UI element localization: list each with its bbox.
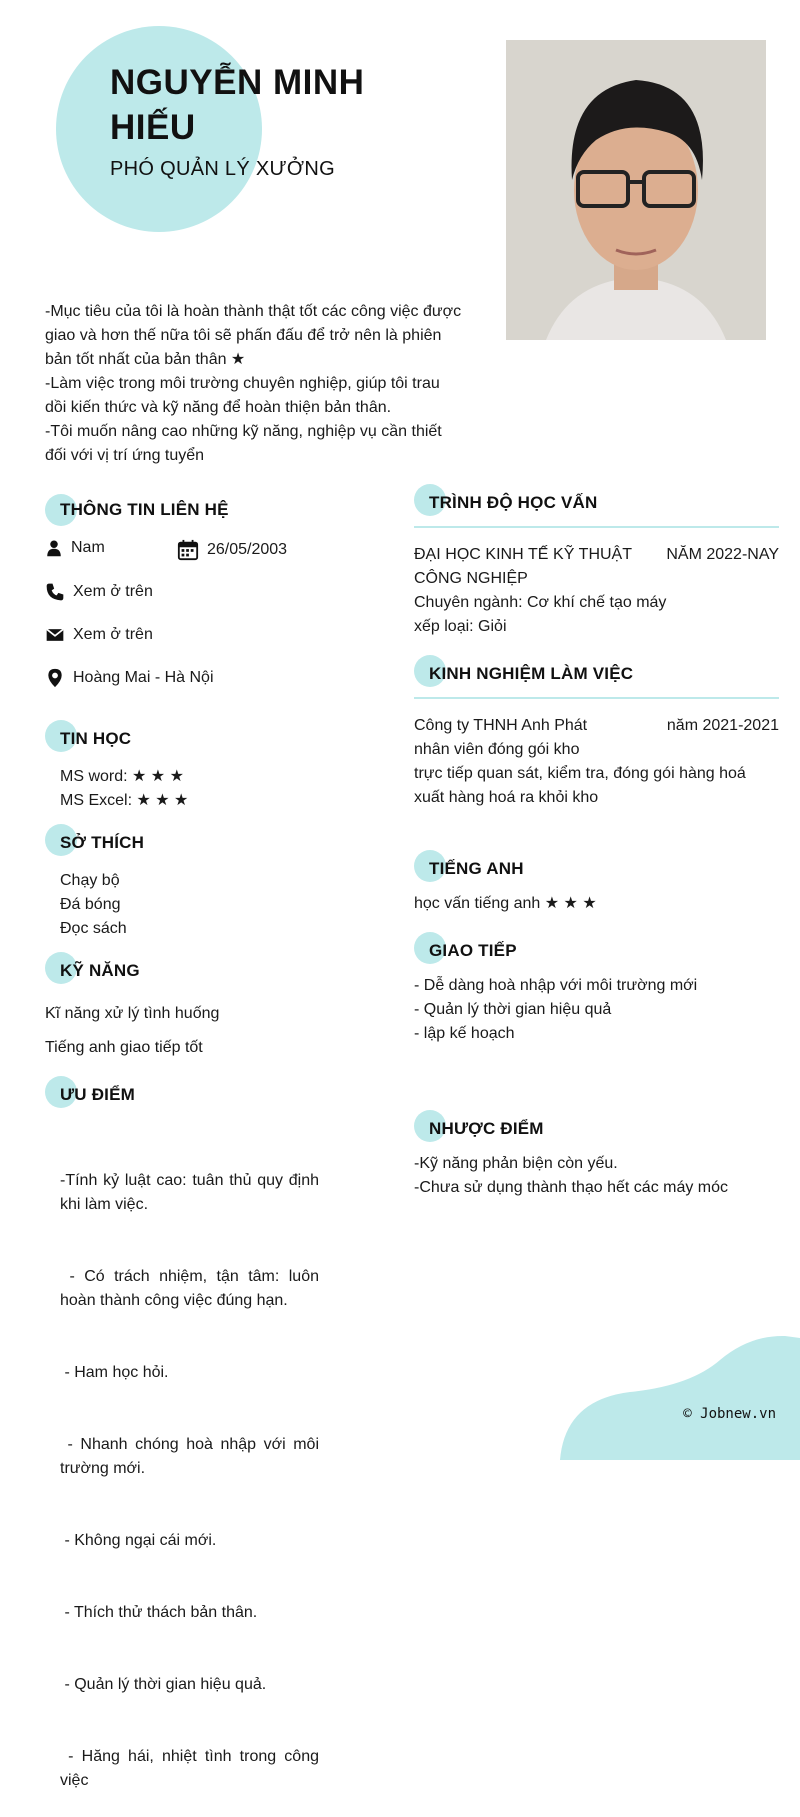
birthday-row — [177, 539, 287, 561]
experience-period: năm 2021-2021 — [666, 717, 779, 734]
education-rank: xếp loại: Giỏi — [414, 618, 507, 635]
phone-value: Xem ở trên — [73, 583, 153, 600]
strengths-list — [60, 1121, 324, 1817]
contact-section-title: THÔNG TIN LIÊN HỆ — [60, 500, 229, 519]
mail-icon — [45, 625, 65, 645]
list-item: -Kỹ năng phản biện còn yếu. — [414, 1155, 618, 1172]
list-item: - Thích thử thách bản thân. — [60, 1604, 258, 1621]
experience-position: nhân viên đóng gói kho — [414, 741, 580, 758]
objective-line: -Mục tiêu của tôi là hoàn thành thật tốt các công việc được giao và hơn thế nữa tôi sẽ phấn đấu để trở nên là phiên bản tốt nhất của bản thân ★ — [45, 303, 462, 368]
education-period: NĂM 2022-NAY — [666, 546, 779, 563]
portrait-illustration — [506, 40, 766, 340]
list-item: Tiếng anh giao tiếp tốt — [45, 1039, 203, 1056]
education-entry — [414, 543, 779, 639]
email-value: Xem ở trên — [73, 626, 153, 643]
list-item: - Dễ dàng hoà nhập với môi trường mới — [414, 977, 698, 994]
experience-section-title: KINH NGHIỆM LÀM VIỆC — [429, 664, 634, 683]
education-major: Chuyên ngành: Cơ khí chế tạo máy — [414, 594, 667, 611]
birthday-value: 26/05/2003 — [207, 541, 288, 558]
profile-photo — [506, 40, 766, 340]
list-item: MS word: ★ ★ ★ — [60, 768, 184, 785]
experience-entry — [414, 714, 779, 810]
communication-section-title: GIAO TIẾP — [429, 941, 517, 960]
strengths-section-title: ƯU ĐIỂM — [60, 1085, 136, 1104]
experience-duty: xuất hàng hoá ra khỏi kho — [414, 789, 599, 806]
list-item: -Chưa sử dụng thành thạo hết các máy móc — [414, 1179, 729, 1196]
list-item: - Quản lý thời gian hiệu quả — [414, 1001, 612, 1018]
calendar-icon — [177, 539, 199, 561]
objective-line: -Tôi muốn nâng cao những kỹ năng, nghiệp vụ cần thiết đối với vị trí ứng tuyển — [45, 423, 442, 464]
education-section-title: TRÌNH ĐỘ HỌC VẤN — [429, 493, 598, 512]
section-divider — [414, 526, 779, 528]
hobbies-list — [60, 869, 127, 941]
phone-icon — [45, 582, 65, 602]
list-item: - Quản lý thời gian hiệu quả. — [60, 1676, 267, 1693]
person-icon — [45, 539, 63, 557]
footer-decor-blob — [560, 1330, 800, 1460]
list-item: Đá bóng — [60, 896, 121, 913]
list-item: Đọc sách — [60, 920, 127, 937]
section-divider — [414, 697, 779, 699]
gender-row — [45, 539, 105, 557]
list-item: Chạy bộ — [60, 872, 120, 889]
english-section-title: TIẾNG ANH — [429, 859, 524, 878]
objective-line: -Làm việc trong môi trường chuyên nghiệp, giúp tôi trau dồi kiến thức và kỹ năng để hoàn thiện bản thân. — [45, 375, 440, 416]
list-item: - lập kế hoạch — [414, 1025, 515, 1042]
location-pin-icon — [45, 668, 65, 688]
list-item: - Ham học hỏi. — [60, 1364, 169, 1381]
skills-section-title: KỸ NĂNG — [60, 961, 140, 980]
list-item: -Tính kỷ luật cao: tuân thủ quy định khi làm việc. — [60, 1172, 324, 1213]
weaknesses-list — [414, 1152, 728, 1200]
list-item: Kĩ năng xử lý tình huống — [45, 1005, 220, 1022]
computer-skill-list — [60, 765, 188, 813]
footer-credit: © Jobnew.vn — [683, 1406, 776, 1422]
communication-list — [414, 974, 697, 1046]
skills-list — [45, 997, 219, 1065]
school-name: ĐẠI HỌC KINH TẾ KỸ THUẬT CÔNG NGHIỆP — [414, 546, 632, 587]
company-name: Công ty THNH Anh Phát — [414, 717, 588, 734]
phone-row — [45, 582, 153, 602]
list-item: - Có trách nhiệm, tận tâm: luôn hoàn thành công việc đúng hạn. — [60, 1268, 324, 1309]
candidate-name: NGUYỄN MINH HIẾU — [110, 63, 365, 147]
address-row — [45, 668, 214, 688]
english-level: học vấn tiếng anh ★ ★ ★ — [414, 895, 597, 912]
experience-duty: trực tiếp quan sát, kiểm tra, đóng gói hàng hoá — [414, 765, 746, 782]
computer-section-title: TIN HỌC — [60, 729, 132, 748]
address-value: Hoàng Mai - Hà Nội — [73, 669, 214, 686]
email-row — [45, 625, 153, 645]
list-item: - Nhanh chóng hoà nhập với môi trường mới. — [60, 1436, 324, 1477]
weaknesses-section-title: NHƯỢC ĐIỂM — [429, 1119, 544, 1138]
list-item: - Không ngại cái mới. — [60, 1532, 217, 1549]
hobbies-section-title: SỞ THÍCH — [60, 833, 145, 852]
list-item: MS Excel: ★ ★ ★ — [60, 792, 189, 809]
job-title: PHÓ QUẢN LÝ XƯỞNG — [110, 158, 335, 180]
career-objective — [45, 300, 465, 468]
list-item: - Hăng hái, nhiệt tình trong công việc — [60, 1748, 324, 1789]
gender-value: Nam — [71, 539, 105, 556]
